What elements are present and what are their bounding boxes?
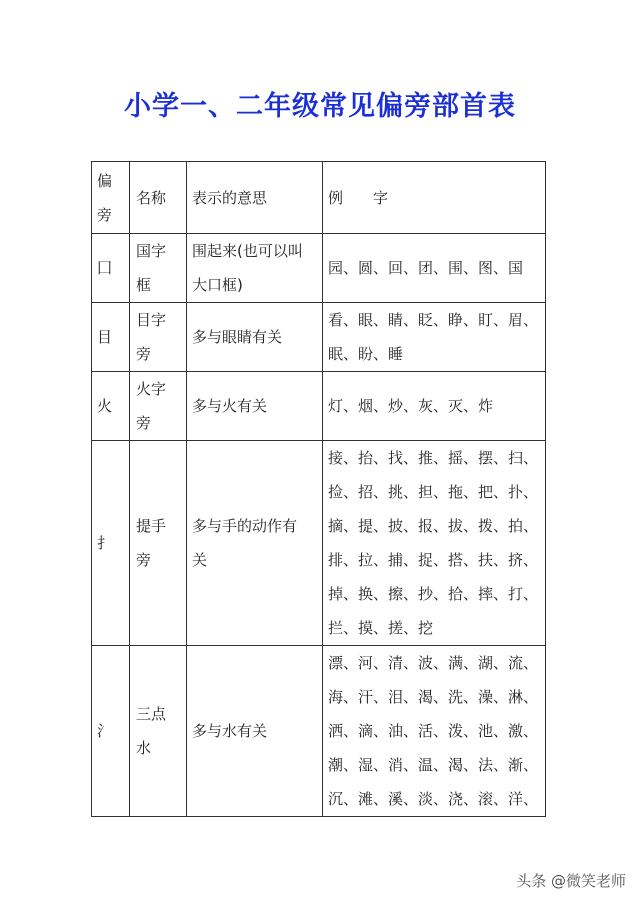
header-examples: 例 字 xyxy=(323,162,546,234)
meaning-cell: 围起来(也可以叫 大口框) xyxy=(187,234,323,303)
header-meaning: 表示的意思 xyxy=(187,162,323,234)
name-cell: 提手 旁 xyxy=(130,441,187,646)
radical-cell: 囗 xyxy=(92,234,130,303)
table-row xyxy=(92,234,546,303)
radical-cell: 扌 xyxy=(92,441,130,646)
page-title: 小学一、二年级常见偏旁部首表 xyxy=(124,91,516,122)
header-name: 名称 xyxy=(130,162,187,234)
radical-cell: 火 xyxy=(92,372,130,441)
examples-cell: 看、眼、睛、眨、睁、盯、眉、 眠、盼、睡 xyxy=(323,303,546,372)
meaning-cell: 多与水有关 xyxy=(187,646,323,817)
meaning-cell: 多与手的动作有 关 xyxy=(187,441,323,646)
examples-cell: 灯、烟、炒、灰、灭、炸 xyxy=(323,372,546,441)
radical-cell: 氵 xyxy=(92,646,130,817)
table-row xyxy=(92,303,546,372)
table-row xyxy=(92,372,546,441)
examples-cell: 园、圆、回、团、围、图、国 xyxy=(323,234,546,303)
table-row xyxy=(92,441,546,646)
watermark: 头条 @微笑老师 xyxy=(516,872,626,890)
examples-cell: 接、抬、找、推、摇、摆、扫、 捡、招、挑、担、拖、把、扑、 摘、提、披、报、拔、拨、拍、 排、拉、捕、捉、搭、扶、挤、 掉、换、擦、抄、拾、摔、打、 拦、摸、搓、挖 xyxy=(323,441,546,646)
header-radical: 偏 旁 xyxy=(92,162,130,234)
radical-table xyxy=(91,161,546,817)
examples-cell: 漂、河、清、波、满、湖、流、 海、汗、泪、渴、洗、澡、淋、 洒、滴、油、活、泼、池、激、 潮、湿、消、温、渴、法、渐、 沉、滩、溪、淡、浇、滚、洋、 xyxy=(323,646,546,817)
table-header-row xyxy=(92,162,546,234)
name-cell: 三点 水 xyxy=(130,646,187,817)
meaning-cell: 多与火有关 xyxy=(187,372,323,441)
table-row xyxy=(92,646,546,817)
name-cell: 目字 旁 xyxy=(130,303,187,372)
name-cell: 国字 框 xyxy=(130,234,187,303)
name-cell: 火字 旁 xyxy=(130,372,187,441)
radical-cell: 目 xyxy=(92,303,130,372)
meaning-cell: 多与眼睛有关 xyxy=(187,303,323,372)
